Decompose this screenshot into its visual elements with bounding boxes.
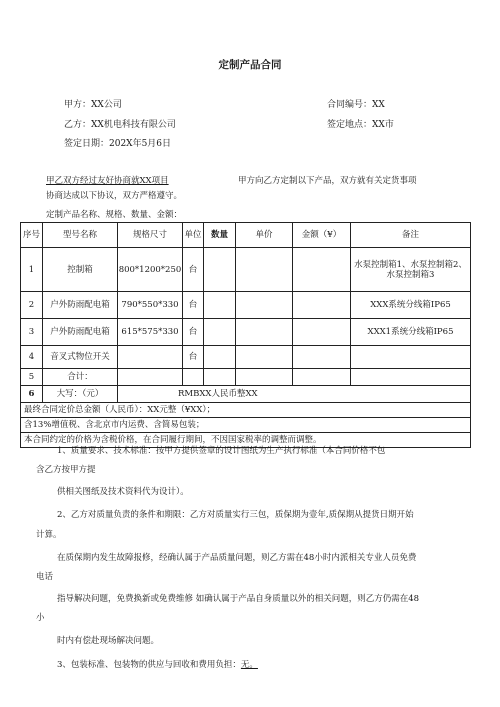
table-row <box>21 346 471 369</box>
page-title: 定制产品合同 <box>218 59 282 71</box>
tax-note: 含13%增值税、含北京市内运费、含简易包装； <box>21 418 471 433</box>
total-unit-cell <box>183 369 204 386</box>
row-price <box>236 248 293 292</box>
total-label: 合计： <box>43 369 118 386</box>
row-seq: 3 <box>21 319 43 346</box>
total-amount-cell <box>293 369 351 386</box>
row-amount <box>293 319 351 346</box>
clause-1-line1: 1、质量要求、技术标准：按甲方提供签章的设计图纸为生产执行标准（本合同价格不包 <box>57 446 386 456</box>
row-remark: XXX系统分线箱IP65 <box>351 292 471 319</box>
clause-2-line1: 2、乙方对质量负责的条件和期限：乙方对质量实行三包，质保期为壹年,质保期从提货日期开始 <box>57 510 414 520</box>
row-qty <box>204 248 236 292</box>
table-uppercase-row <box>21 386 471 403</box>
clause-2-line7: 时内有偿赴现场解决问题。 <box>57 636 160 646</box>
clause-2-line4: 电话 <box>36 572 54 582</box>
total-price-cell <box>236 369 293 386</box>
header-remark: 备注 <box>351 223 471 248</box>
uppercase-label: 大写：（元） <box>43 386 118 403</box>
clause-1-line2: 含乙方按甲方提 <box>36 465 96 475</box>
sign-place: 签定地点：XX市 <box>327 120 394 130</box>
row-model: 户外防雨配电箱 <box>43 319 118 346</box>
clause-2-line2: 计算。 <box>36 530 62 540</box>
row-spec: 800*1200*250 <box>118 248 183 292</box>
tax-note-row <box>21 418 471 433</box>
table-total-row <box>21 369 471 386</box>
row-unit: 台 <box>183 319 204 346</box>
row-remark: XXX1系统分线箱IP65 <box>351 319 471 346</box>
clause-3 <box>57 658 258 670</box>
row-unit: 台 <box>183 292 204 319</box>
sign-date: 签定日期：202X年5月6日 <box>64 139 172 149</box>
total-remark-cell <box>351 369 471 386</box>
row-remark <box>351 346 471 369</box>
row-amount <box>293 292 351 319</box>
header-unit: 单位 <box>183 223 204 248</box>
row-model: 控制箱 <box>43 248 118 292</box>
table-header-row <box>21 223 471 248</box>
row-model: 户外防雨配电箱 <box>43 292 118 319</box>
clause-3-label: 3、包装标准、包装物的供应与回收和费用负担： <box>57 660 241 670</box>
product-table <box>20 222 471 448</box>
header-spec: 规格尺寸 <box>118 223 183 248</box>
clause-1-line3: 供相关图纸及技术资料代为设计）。 <box>57 487 189 497</box>
clause-3-value: 无。 <box>240 660 258 670</box>
final-price-row <box>21 403 471 418</box>
row-spec <box>118 346 183 369</box>
clause-2-line5: 指导解决问题，免费换新或免费维修 如确认属于产品自身质量以外的相关问题，则乙方仍需在48 <box>57 594 420 604</box>
row-unit: 台 <box>183 346 204 369</box>
row-model: 音叉式物位开关 <box>43 346 118 369</box>
contract-number: 合同编号：XX <box>327 100 385 110</box>
row-price <box>236 346 293 369</box>
header-seq: 序号 <box>21 223 43 248</box>
total-qty-cell <box>204 369 236 386</box>
table-row <box>21 248 471 292</box>
row-qty <box>204 292 236 319</box>
clause-2-line3: 在质保期内发生故障报修，经确认属于产品质量问题，则乙方需在48小时内派相关专业人员免费 <box>57 553 417 563</box>
clause-2-line6: 小 <box>36 613 45 623</box>
party-a: 甲方：XX公司 <box>64 100 122 110</box>
row-amount <box>293 346 351 369</box>
header-amount: 金额（¥） <box>293 223 351 248</box>
intro-line1-left: 甲乙双方经过友好协商就XX项目 <box>46 176 169 186</box>
row-seq: 4 <box>21 346 43 369</box>
party-b: 乙方：XX机电科技有限公司 <box>64 120 176 130</box>
row-qty <box>204 346 236 369</box>
row-spec: 790*550*330 <box>118 292 183 319</box>
table-row <box>21 292 471 319</box>
uppercase-seq: 6 <box>21 386 43 403</box>
header-qty: 数量 <box>204 223 236 248</box>
row-spec: 615*575*330 <box>118 319 183 346</box>
total-spec-cell <box>118 369 183 386</box>
header-model: 型号名称 <box>43 223 118 248</box>
fixed-price-note: 本合同约定的价格为含税价格，在合同履行期间，不因国家税率的调整而调整。 <box>21 433 471 448</box>
row-seq: 2 <box>21 292 43 319</box>
row-price <box>236 319 293 346</box>
row-seq: 1 <box>21 248 43 292</box>
row-remark: 水泵控制箱1、水泵控制箱2、水泵控制箱3 <box>351 248 471 292</box>
header-price: 单价 <box>236 223 293 248</box>
uppercase-value: RMBXX人民币整XX <box>118 386 471 403</box>
final-price: 最终合同定价总金额（人民币）：XX元整（¥XX）； <box>21 403 471 418</box>
row-amount <box>293 248 351 292</box>
total-seq: 5 <box>21 369 43 386</box>
intro-line1-right: 甲方向乙方定制以下产品，双方就有关定货事项 <box>238 176 417 186</box>
row-qty <box>204 319 236 346</box>
table-row <box>21 319 471 346</box>
intro-line3: 定制产品名称、规格、数量、金额： <box>46 210 183 220</box>
intro-line2: 协商达成以下协议，双方严格遵守。 <box>46 191 183 201</box>
row-price <box>236 292 293 319</box>
row-unit: 台 <box>183 248 204 292</box>
